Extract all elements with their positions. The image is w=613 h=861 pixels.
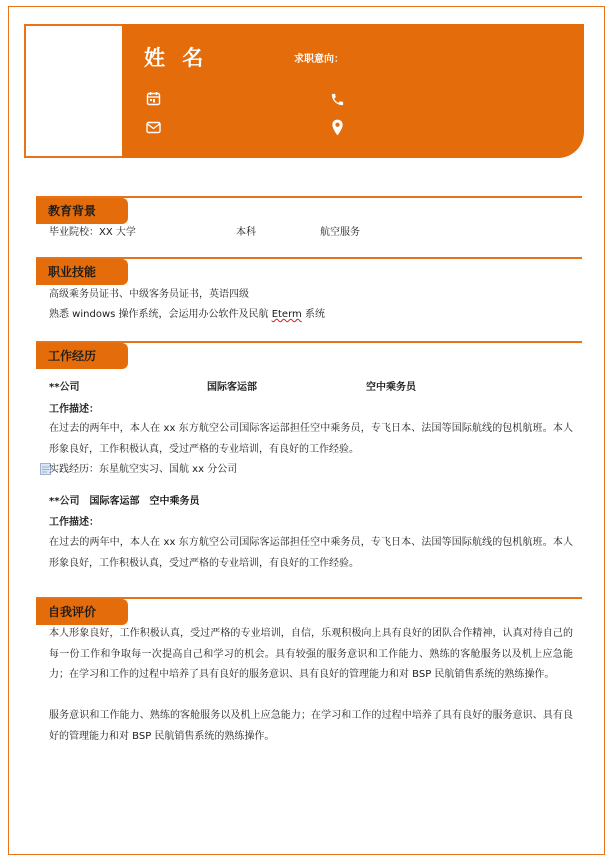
skills-heading: 职业技能 [36, 259, 128, 285]
job1-position: 空中乘务员 [366, 382, 416, 393]
job1-practice: 实践经历：东星航空实习、国航 xx 分公司 [49, 464, 238, 475]
header-banner [122, 24, 584, 158]
job1-department: 国际客运部 [207, 382, 257, 393]
phone-icon [330, 92, 346, 108]
job2-header: **公司 国际客运部 空中乘务员 [49, 496, 200, 507]
job-intent-label: 求职意向： [294, 54, 344, 65]
skills-software-prefix: 熟悉 windows 操作系统，会运用办公软件及民航 [49, 309, 272, 320]
mail-icon [146, 120, 162, 136]
photo-placeholder[interactable] [24, 24, 124, 158]
skills-software-term: Eterm [271, 309, 302, 320]
job1-desc-label: 工作描述： [49, 404, 99, 415]
education-school: 毕业院校：XX 大学 [49, 227, 136, 238]
job2-description: 在过去的两年中，本人在 xx 东方航空公司国际客运部担任空中乘务员，专飞日本、法国等国际航线的包机航班。本人形象良好，工作积极认真，受过严格的专业培训，有良好的工作经验。 [49, 537, 573, 569]
job1-description: 在过去的两年中，本人在 xx 东方航空公司国际客运部担任空中乘务员，专飞日本、法国等国际航线的包机航班。本人形象良好，工作积极认真，受过严格的专业培训，有良好的工作经验。 [49, 423, 573, 455]
skills-certificates: 高级乘务员证书、中级客务员证书，英语四级 [49, 289, 249, 300]
education-heading: 教育背景 [36, 198, 128, 224]
skills-software [49, 308, 325, 322]
job1-company: **公司 [49, 382, 80, 393]
skills-software-suffix: 系统 [301, 309, 325, 320]
calendar-icon [146, 91, 162, 107]
applicant-name: 姓 名 [144, 46, 209, 70]
self-eval-paragraph-1: 本人形象良好，工作积极认真，受过严格的专业培训，自信，乐观积极向上具有良好的团队合作精神，认真对待自己的每一份工作和争取每一次提高自己和学习的机会。具有较强的服务意识和工作能力、熟练的客舱服务以及机上应急能力；在学习和工作的过程中培养了具有良好的服务意识、具有良好的管理能力和对 BSP 民航销售系统的熟练操作。 [49, 628, 573, 680]
location-icon [330, 119, 346, 135]
education-major: 航空服务 [320, 227, 360, 238]
self-eval-heading: 自我评价 [36, 599, 128, 625]
self-eval-paragraph-2: 服务意识和工作能力、熟练的客舱服务以及机上应急能力；在学习和工作的过程中培养了具有良好的服务意识、具有良好的管理能力和对 BSP 民航销售系统的熟练操作。 [49, 710, 573, 742]
experience-heading: 工作经历 [36, 343, 128, 369]
job2-desc-label: 工作描述： [49, 517, 99, 528]
education-degree: 本科 [236, 227, 256, 238]
